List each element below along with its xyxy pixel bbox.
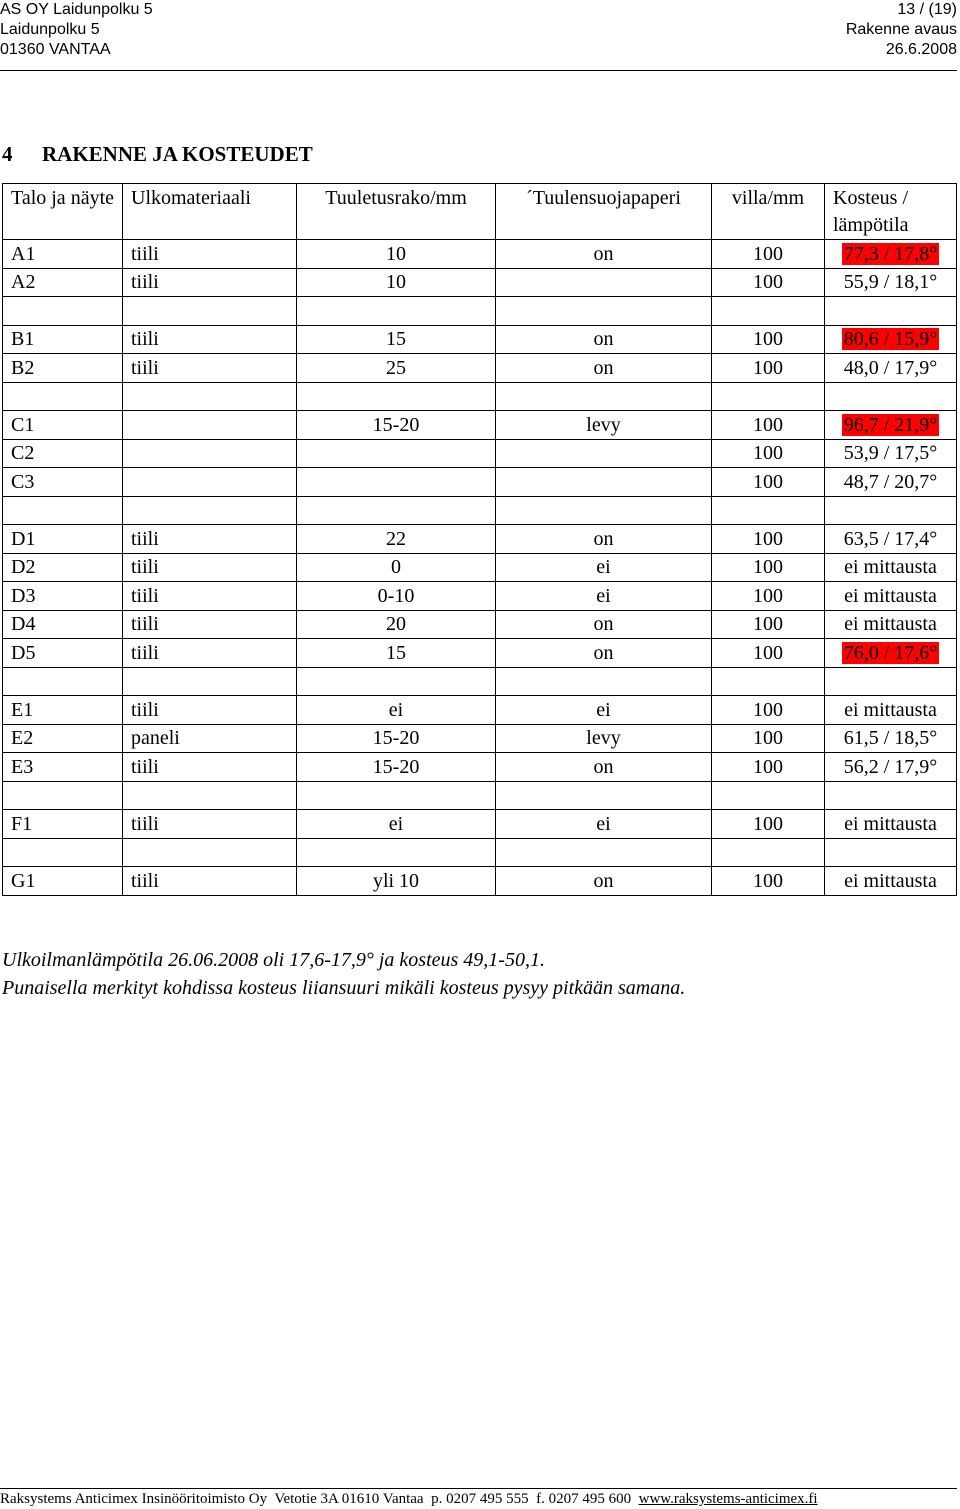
material-cell xyxy=(123,297,297,326)
moisture-temp-cell: 63,5 / 17,4° xyxy=(825,525,957,554)
ventilation-gap-cell xyxy=(297,667,496,696)
ventilation-gap-cell xyxy=(297,382,496,411)
wind-paper-cell: on xyxy=(496,610,712,639)
footer-divider xyxy=(0,1488,957,1489)
insulation-cell: 100 xyxy=(712,468,825,497)
table-header-row xyxy=(3,184,957,240)
header-company: AS OY Laidunpolku 5 xyxy=(0,1,153,18)
sample-cell: C2 xyxy=(3,439,123,468)
table-row xyxy=(3,724,957,753)
header-doc-title: Rakenne avaus xyxy=(845,21,957,38)
header-page-number: 13 / (19) xyxy=(897,1,957,18)
material-cell: tiili xyxy=(123,867,297,896)
sample-cell: C3 xyxy=(3,468,123,497)
moisture-table xyxy=(2,183,957,896)
moisture-temp-cell xyxy=(825,382,957,411)
sample-cell xyxy=(3,297,123,326)
footer-address: Vetotie 3A 01610 Vantaa xyxy=(274,1491,424,1507)
insulation-cell: 100 xyxy=(712,268,825,297)
moisture-temp-cell: 61,5 / 18,5° xyxy=(825,724,957,753)
table-row xyxy=(3,610,957,639)
material-cell: tiili xyxy=(123,553,297,582)
wind-paper-cell: on xyxy=(496,753,712,782)
header-cell-wind-paper: ´Tuulensuojapaperi xyxy=(496,184,712,240)
material-cell xyxy=(123,496,297,525)
ventilation-gap-cell xyxy=(297,468,496,497)
wind-paper-cell: on xyxy=(496,867,712,896)
insulation-cell xyxy=(712,297,825,326)
ventilation-gap-cell: 10 xyxy=(297,268,496,297)
wind-paper-cell: ei xyxy=(496,810,712,839)
material-cell: tiili xyxy=(123,582,297,611)
moisture-temp-cell: ei mittausta xyxy=(825,810,957,839)
notes xyxy=(2,946,685,1002)
material-cell: tiili xyxy=(123,610,297,639)
sample-cell xyxy=(3,496,123,525)
sample-cell: D4 xyxy=(3,610,123,639)
section-heading xyxy=(2,140,313,168)
sample-cell: F1 xyxy=(3,810,123,839)
wind-paper-cell xyxy=(496,468,712,497)
sample-cell: E1 xyxy=(3,696,123,725)
insulation-cell: 100 xyxy=(712,639,825,668)
outdoor-conditions-note: Ulkoilmanlämpötila 26.06.2008 oli 17,6-17,9° ja kosteus 49,1-50,1. xyxy=(2,949,545,971)
insulation-cell: 100 xyxy=(712,696,825,725)
page-footer xyxy=(0,1490,818,1509)
ventilation-gap-cell: 10 xyxy=(297,240,496,269)
wind-paper-cell xyxy=(496,496,712,525)
material-cell: tiili xyxy=(123,525,297,554)
header-divider xyxy=(0,70,957,71)
sample-cell xyxy=(3,382,123,411)
moisture-temp-cell xyxy=(825,297,957,326)
insulation-cell: 100 xyxy=(712,525,825,554)
wind-paper-cell xyxy=(496,838,712,867)
wind-paper-cell: on xyxy=(496,354,712,383)
insulation-cell xyxy=(712,838,825,867)
ventilation-gap-cell xyxy=(297,838,496,867)
insulation-cell: 100 xyxy=(712,240,825,269)
material-cell xyxy=(123,468,297,497)
moisture-temp-cell xyxy=(825,325,957,354)
red-marking-note: Punaisella merkityt kohdissa kosteus liiansuuri mikäli kosteus pysyy pitkään samana. xyxy=(2,977,686,999)
sample-cell: A2 xyxy=(3,268,123,297)
table-spacer-row xyxy=(3,781,957,810)
sample-cell: D5 xyxy=(3,639,123,668)
wind-paper-cell xyxy=(496,667,712,696)
wind-paper-cell: ei xyxy=(496,582,712,611)
wind-paper-cell: levy xyxy=(496,411,712,440)
sample-cell xyxy=(3,838,123,867)
wind-paper-cell: on xyxy=(496,240,712,269)
sample-cell xyxy=(3,781,123,810)
ventilation-gap-cell: 15 xyxy=(297,639,496,668)
header-cell-moisture-temp: Kosteus / lämpötila xyxy=(825,184,957,240)
table-row xyxy=(3,553,957,582)
wind-paper-cell: ei xyxy=(496,696,712,725)
header-city: 01360 VANTAA xyxy=(0,41,111,58)
moisture-temp-cell: 48,7 / 20,7° xyxy=(825,468,957,497)
footer-phone: p. 0207 495 555 xyxy=(431,1491,529,1507)
moisture-warning-highlight: 80,6 / 15,9° xyxy=(843,328,938,351)
moisture-temp-cell: ei mittausta xyxy=(825,610,957,639)
sample-cell: D1 xyxy=(3,525,123,554)
table-row xyxy=(3,411,957,440)
moisture-warning-highlight: 77,3 / 17,8° xyxy=(843,242,938,265)
insulation-cell: 100 xyxy=(712,582,825,611)
sample-cell: C1 xyxy=(3,411,123,440)
material-cell: tiili xyxy=(123,240,297,269)
ventilation-gap-cell: 15-20 xyxy=(297,753,496,782)
moisture-temp-cell: ei mittausta xyxy=(825,696,957,725)
table-row xyxy=(3,696,957,725)
material-cell: tiili xyxy=(123,354,297,383)
moisture-table-body xyxy=(3,184,957,896)
page-header xyxy=(0,0,957,60)
sample-cell: D2 xyxy=(3,553,123,582)
table-spacer-row xyxy=(3,382,957,411)
wind-paper-cell: on xyxy=(496,525,712,554)
material-cell: tiili xyxy=(123,810,297,839)
insulation-cell: 100 xyxy=(712,867,825,896)
table-row xyxy=(3,354,957,383)
header-date: 26.6.2008 xyxy=(885,41,957,58)
wind-paper-cell xyxy=(496,297,712,326)
material-cell xyxy=(123,838,297,867)
insulation-cell: 100 xyxy=(712,724,825,753)
sample-cell: A1 xyxy=(3,240,123,269)
moisture-temp-cell xyxy=(825,240,957,269)
moisture-temp-cell: ei mittausta xyxy=(825,582,957,611)
footer-website-link[interactable]: www.raksystems-anticimex.fi xyxy=(638,1491,818,1507)
material-cell xyxy=(123,439,297,468)
wind-paper-cell xyxy=(496,781,712,810)
wind-paper-cell xyxy=(496,268,712,297)
ventilation-gap-cell: ei xyxy=(297,810,496,839)
material-cell xyxy=(123,667,297,696)
sample-cell: D3 xyxy=(3,582,123,611)
ventilation-gap-cell xyxy=(297,496,496,525)
ventilation-gap-cell: 20 xyxy=(297,610,496,639)
insulation-cell: 100 xyxy=(712,325,825,354)
insulation-cell xyxy=(712,496,825,525)
wind-paper-cell: levy xyxy=(496,724,712,753)
material-cell: tiili xyxy=(123,696,297,725)
ventilation-gap-cell: yli 10 xyxy=(297,867,496,896)
insulation-cell xyxy=(712,382,825,411)
material-cell: paneli xyxy=(123,724,297,753)
wind-paper-cell: ei xyxy=(496,553,712,582)
table-row xyxy=(3,468,957,497)
section-title: RAKENNE JA KOSTEUDET xyxy=(42,142,313,166)
material-cell xyxy=(123,382,297,411)
wind-paper-cell: on xyxy=(496,325,712,354)
table-spacer-row xyxy=(3,496,957,525)
insulation-cell: 100 xyxy=(712,610,825,639)
insulation-cell xyxy=(712,667,825,696)
table-spacer-row xyxy=(3,297,957,326)
moisture-warning-highlight: 96,7 / 21,9° xyxy=(843,413,938,436)
moisture-temp-cell: 55,9 / 18,1° xyxy=(825,268,957,297)
table-row xyxy=(3,439,957,468)
moisture-temp-cell: 53,9 / 17,5° xyxy=(825,439,957,468)
table-row xyxy=(3,268,957,297)
sample-cell: B1 xyxy=(3,325,123,354)
moisture-warning-highlight: 76,0 / 17,6° xyxy=(843,641,938,664)
material-cell: tiili xyxy=(123,325,297,354)
ventilation-gap-cell: 22 xyxy=(297,525,496,554)
sample-cell: E2 xyxy=(3,724,123,753)
table-row xyxy=(3,325,957,354)
table-row xyxy=(3,867,957,896)
ventilation-gap-cell: 15-20 xyxy=(297,724,496,753)
ventilation-gap-cell: 0 xyxy=(297,553,496,582)
table-row xyxy=(3,525,957,554)
table-row xyxy=(3,582,957,611)
sample-cell: E3 xyxy=(3,753,123,782)
insulation-cell: 100 xyxy=(712,354,825,383)
footer-fax: f. 0207 495 600 xyxy=(536,1491,632,1507)
moisture-temp-cell xyxy=(825,667,957,696)
sample-cell: B2 xyxy=(3,354,123,383)
moisture-temp-cell xyxy=(825,838,957,867)
moisture-temp-cell: 56,2 / 17,9° xyxy=(825,753,957,782)
header-street: Laidunpolku 5 xyxy=(0,21,100,38)
insulation-cell: 100 xyxy=(712,753,825,782)
material-cell: tiili xyxy=(123,268,297,297)
ventilation-gap-cell: 15 xyxy=(297,325,496,354)
moisture-temp-cell xyxy=(825,496,957,525)
header-cell-sample: Talo ja näyte xyxy=(3,184,123,240)
header-cell-insulation: villa/mm xyxy=(712,184,825,240)
sample-cell: G1 xyxy=(3,867,123,896)
ventilation-gap-cell xyxy=(297,297,496,326)
material-cell: tiili xyxy=(123,639,297,668)
wind-paper-cell: on xyxy=(496,639,712,668)
header-cell-material: Ulkomateriaali xyxy=(123,184,297,240)
ventilation-gap-cell: ei xyxy=(297,696,496,725)
ventilation-gap-cell: 0-10 xyxy=(297,582,496,611)
moisture-temp-cell xyxy=(825,781,957,810)
header-cell-ventilation-gap: Tuuletusrako/mm xyxy=(297,184,496,240)
insulation-cell: 100 xyxy=(712,553,825,582)
footer-company: Raksystems Anticimex Insinööritoimisto Oy xyxy=(0,1491,268,1507)
table-row xyxy=(3,753,957,782)
wind-paper-cell xyxy=(496,439,712,468)
moisture-temp-cell: ei mittausta xyxy=(825,553,957,582)
table-spacer-row xyxy=(3,838,957,867)
wind-paper-cell xyxy=(496,382,712,411)
ventilation-gap-cell: 25 xyxy=(297,354,496,383)
section-number: 4 xyxy=(2,142,13,166)
insulation-cell xyxy=(712,781,825,810)
ventilation-gap-cell xyxy=(297,781,496,810)
moisture-temp-cell xyxy=(825,639,957,668)
insulation-cell: 100 xyxy=(712,439,825,468)
ventilation-gap-cell: 15-20 xyxy=(297,411,496,440)
table-row xyxy=(3,240,957,269)
insulation-cell: 100 xyxy=(712,411,825,440)
table-row xyxy=(3,639,957,668)
moisture-temp-cell: 48,0 / 17,9° xyxy=(825,354,957,383)
insulation-cell: 100 xyxy=(712,810,825,839)
table-spacer-row xyxy=(3,667,957,696)
ventilation-gap-cell xyxy=(297,439,496,468)
sample-cell xyxy=(3,667,123,696)
material-cell xyxy=(123,781,297,810)
material-cell: tiili xyxy=(123,753,297,782)
moisture-temp-cell xyxy=(825,411,957,440)
table-row xyxy=(3,810,957,839)
material-cell xyxy=(123,411,297,440)
moisture-temp-cell: ei mittausta xyxy=(825,867,957,896)
